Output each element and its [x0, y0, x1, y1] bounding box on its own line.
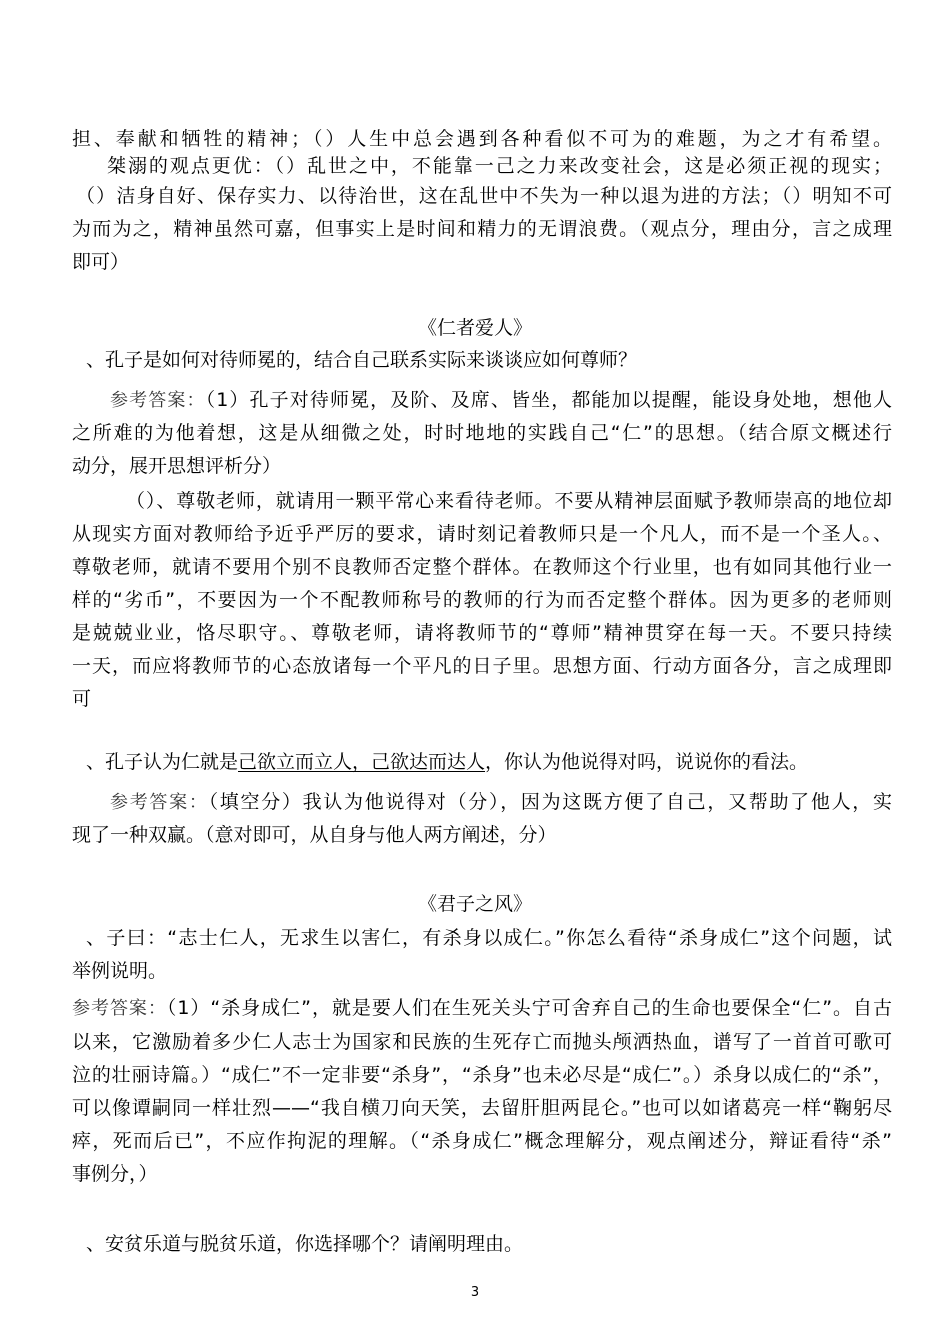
- text-line: 事例分，）: [72, 1163, 158, 1185]
- text-line: 从现实方面对教师给予近乎严厉的要求，请时刻记着教师只是一个凡人，而不是一个圣人。、: [72, 523, 892, 545]
- reference-answer-label: 参考答案：: [110, 792, 209, 813]
- answer-line: [110, 790, 892, 815]
- question-part: ，你认为他说得对吗，说说你的看法。: [485, 751, 809, 773]
- text-line: 一天，而应将教师节的心态放诸每一个平凡的日子里。思想方面、行动方面各分，言之成理即: [72, 655, 892, 677]
- text-line: 可: [72, 688, 92, 710]
- question-part: 、孔子认为仁就是: [86, 751, 239, 773]
- text-line: 可以像谭嗣同一样壮烈——“我自横刀向天笑，去留肝胆两昆仑。”也可以如诸葛亮一样“鞠躬尽: [72, 1097, 892, 1119]
- underlined-quote: 己欲立而立人，己欲达而达人: [238, 751, 486, 773]
- text-line: 以来，它激励着多少仁人志士为国家和民族的生死存亡而抛头颅洒热血，谱写了一首首可歌可: [72, 1031, 892, 1053]
- question-text: 、安贫乐道与脱贫乐道，你选择哪个？请阐明理由。: [86, 1233, 524, 1255]
- text-line: 样的“劣币”，不要因为一个不配教师称号的教师的行为而否定整个群体。因为更多的老师则: [72, 589, 892, 611]
- answer-text: （1）“杀身成仁”，就是要人们在生死关头宁可舍弃自己的生命也要保全“仁”。自古: [166, 997, 892, 1019]
- section-heading: 《仁者爱人》: [417, 317, 532, 339]
- text-line: 即可）: [72, 251, 130, 273]
- text-line: 泣的壮丽诗篇。）“成仁”不一定非要“杀身”，“杀身”也未必尽是“成仁”。）杀身以成仁的“杀”，: [72, 1064, 892, 1086]
- answer-line: [72, 996, 892, 1021]
- text-line: 举例说明。: [72, 960, 168, 982]
- question-text: 、子曰：“志士仁人，无求生以害仁，有杀身以成仁。”你怎么看待“杀身成仁”这个问题，试: [86, 927, 892, 949]
- question-text: [86, 750, 906, 775]
- reference-answer-label: 参考答案：: [72, 998, 167, 1019]
- reference-answer-label: 参考答案：: [110, 390, 206, 411]
- text-line: 为而为之，精神虽然可嘉，但事实上是时间和精力的无谓浪费。（观点分，理由分，言之成理: [72, 218, 892, 240]
- text-line: 动分，展开思想评析分）: [72, 455, 282, 477]
- text-line: 瘁，死而后已”，不应作拘泥的理解。（“杀身成仁”概念理解分，观点阐述分，辩证看待“杀”: [72, 1130, 892, 1152]
- question-text: 、孔子是如何对待师冕的，结合自己联系实际来谈谈应如何尊师？: [86, 349, 638, 371]
- text-line: 之所难的为他着想，这是从细微之处，时时地地的实践自己“仁”的思想。（结合原文概述行: [72, 422, 892, 444]
- page-number: 3: [470, 1285, 480, 1300]
- text-line: 尊敬老师，就请不要用个别不良教师否定整个群体。在教师这个行业里，也有如同其他行业一: [72, 556, 892, 578]
- answer-text: （填空分）我认为他说得对（分），因为这既方便了自己，又帮助了他人，实: [208, 791, 892, 813]
- text-line: 桀溺的观点更优：（）乱世之中，不能靠一己之力来改变社会，这是必须正视的现实；: [107, 155, 892, 177]
- section-heading: 《君子之风》: [417, 893, 532, 915]
- answer-line: [110, 388, 892, 413]
- answer-text: （1）孔子对待师冕，及阶、及席、皆坐，都能加以提醒，能设身处地，想他人: [205, 389, 892, 411]
- text-line: 是兢兢业业，恪尽职守。、尊敬老师，请将教师节的“尊师”精神贯穿在每一天。不要只持续: [72, 622, 892, 644]
- text-line: （）洁身自好、保存实力、以待治世，这在乱世中不失为一种以退为进的方法；（）明知不可: [76, 185, 892, 207]
- text-line: 担、奉献和牺牲的精神；（）人生中总会遇到各种看似不可为的难题，为之才有希望。: [72, 128, 892, 150]
- text-line: （）、尊敬老师，就请用一颗平常心来看待老师。不要从精神层面赋予教师崇高的地位却: [126, 490, 892, 512]
- text-line: 现了一种双赢。（意对即可，从自身与他人两方阐述，分）: [72, 824, 557, 846]
